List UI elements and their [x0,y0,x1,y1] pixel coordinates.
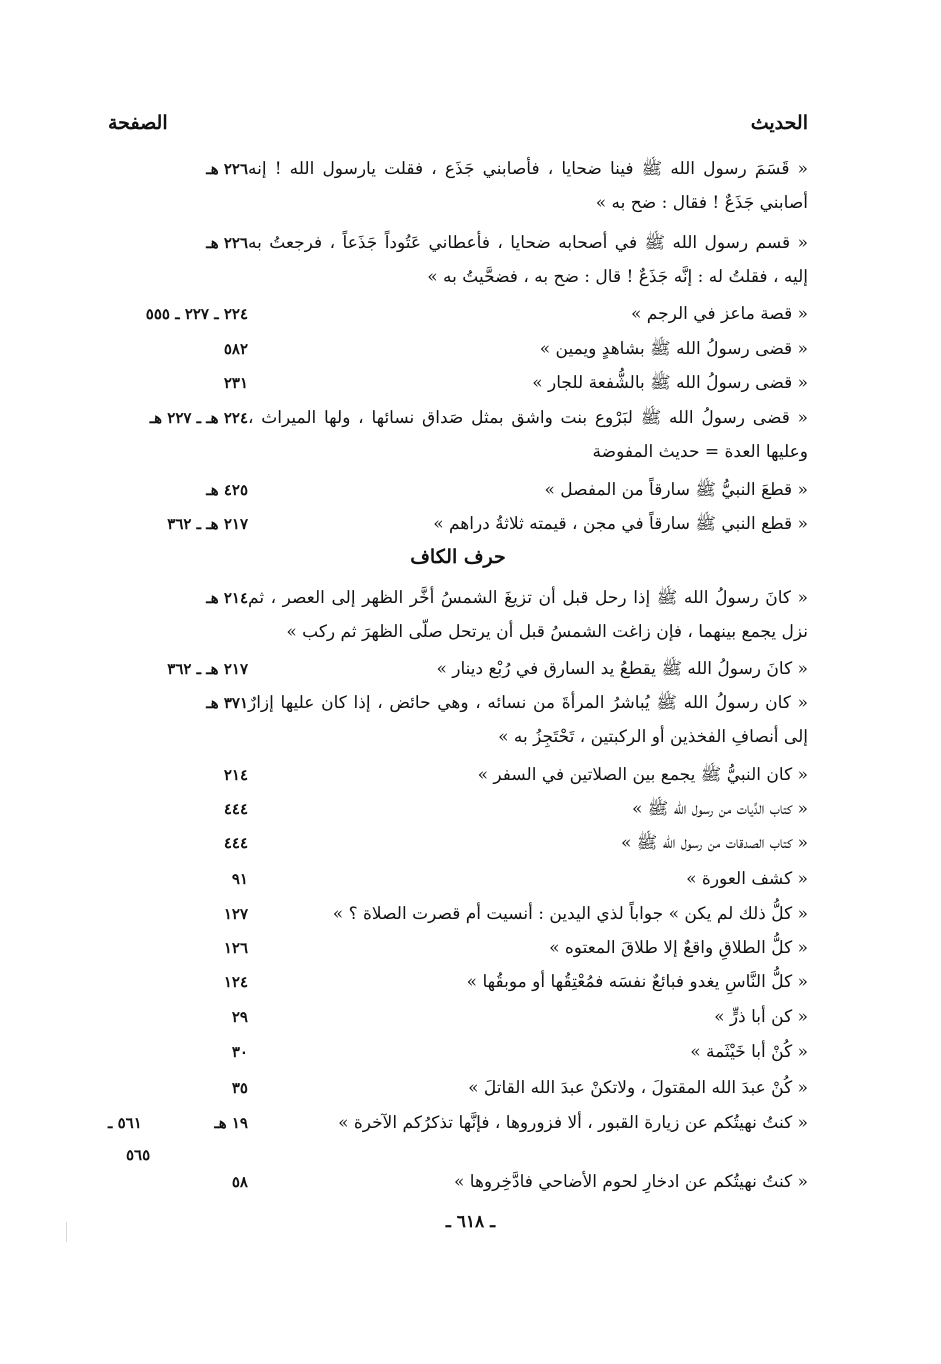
hadith-text: « قَسَمَ رسول الله ﷺ فينا ضحايا ، فأصابني جَذَع ، فقلت يارسول الله ! إنه أصابني جَذَعٌ ! فقال : ضح به » [248,159,808,213]
hadith-text: « كانَ رسولُ الله ﷺ يقطعُ يد السارق في رُبْع دينار » [436,659,808,679]
hadith-text: « كتاب الصدقات من رسول الله ﷺ » [621,833,808,853]
page-reference: ١٢٤ [223,973,248,991]
hadith-column-title: الحديث [750,112,808,134]
hadith-text: « كان رسولُ الله ﷺ يُباشرُ المرأةَ من نسائه ، وهي حائض ، إذا كان عليها إزارٌ إلى أنصافِ الفخذين أو الركبتين ، تَحْتَجِزُ به » [248,693,808,747]
page-reference: ١٩ هـ [214,1114,248,1132]
page-reference: ٤٤٤ [223,800,248,818]
page-reference: ٢٣١ [223,374,248,392]
page-reference: ٣٧١ هـ [206,694,248,712]
hadith-text: « كُنْ أبا خَيْثَمة » [690,1042,808,1062]
hadith-text: « قطع النبي ﷺ سارقاً في مجن ، قيمته ثلاثةُ دراهم » [433,514,808,534]
page-reference: ٤٢٥ هـ [206,481,248,499]
hadith-text: « قطعَ النبيُّ ﷺ سارقاً من المفصل » [544,480,808,500]
hadith-text: « كلُّ ذلك لم يكن » جواباً لذي اليدين : أنسيت أم قصرت الصلاة ؟ » [332,904,808,924]
page-column-title: الصفحة [108,112,168,134]
page-reference: ٤٤٤ [223,834,248,852]
hadith-text: « كان النبيُّ ﷺ يجمع بين الصلاتين في السفر » [477,765,808,785]
page-reference: ٢١٧ هـ ـ ٣٦٢ [167,515,248,533]
section-heading-kaf: حرف الكاف [410,546,506,568]
page-reference: ٥٦١ ـ [108,1114,142,1132]
page-reference: ٢٩ [231,1008,248,1026]
page-reference: ٥٨٢ [223,340,248,358]
hadith-text: « قضى رسولُ الله ﷺ لبَرْوع بنت واشق بمثل صَداق نسائها ، ولها الميراث ، وعليها العدة = حديث المفوضة [248,408,808,462]
page-reference: ٢١٤ [223,766,248,784]
scan-margin-line [66,1222,67,1242]
page-reference: ٢٢٦ هـ [206,234,248,252]
page-reference: ٣٠ [231,1043,248,1061]
page-reference: ٢٢٦ هـ [206,160,248,178]
page-reference: ٢١٤ هـ [206,589,248,607]
hadith-text: « كانَ رسولُ الله ﷺ إذا رحل قبل أن تزيغَ الشمسُ أخَّر الظهر إلى العصر ، ثم نزل يجمع بينهما ، فإن زاغت الشمسُ قبل أن يرتحل صلّى الظهرَ ثم ركب » [248,588,808,642]
hadith-text: « كن أبا ذرٍّ » [714,1007,808,1027]
hadith-text: « قضى رسولُ الله ﷺ بشاهدٍ ويمين » [539,339,808,359]
page-reference: ٢٢٤ هـ ـ ٢٢٧ هـ [149,409,248,427]
hadith-text: « كنتُ نهيتُكم عن ادخارِ لحوم الأضاحي فادَّخِروها » [453,1172,808,1192]
hadith-text: « كشف العورة » [686,869,808,889]
page-number: ـ ٦١٨ ـ [445,1212,496,1232]
page-reference: ٢١٧ هـ ـ ٣٦٢ [167,660,248,678]
hadith-text: « كلُّ الطلاقِ واقعٌ إلا طلاقَ المعتوه » [549,938,808,958]
page-reference: ٥٨ [231,1173,248,1191]
page-reference: ١٢٦ [223,939,248,957]
page-reference: ٢٢٤ ـ ٢٢٧ ـ ٥٥٥ [145,305,248,323]
page-reference: ٥٦٥ [126,1146,151,1164]
hadith-text: « قسم رسول الله ﷺ في أصحابه ضحايا ، فأعطاني عَتُوداً جَذَعاً ، فرجعتُ به إليه ، فقلتُ له : إنَّه جَذَعٌ ! قال : ضح به ، فضحَّيتُ به » [248,233,808,287]
hadith-text: « كُنْ عبدَ الله المقتولَ ، ولاتكنْ عبدَ الله القاتلَ » [468,1078,808,1098]
page-reference: ٣٥ [231,1079,248,1097]
column-header [108,112,808,144]
hadith-text: « كنتُ نهيتُكم عن زيارة القبور ، ألا فزوروها ، فإنَّها تذكرُكم الآخرة » [338,1113,808,1133]
page-reference: ٩١ [231,870,248,888]
hadith-text: « كلُّ النَّاسِ يغدو فبائعٌ نفسَه فمُعْتِقُها أو موبقُها » [466,972,808,992]
hadith-text: « قضى رسولُ الله ﷺ بالشُّفعة للجار » [532,373,808,393]
page-reference: ١٢٧ [223,905,248,923]
hadith-text: « كتاب الدِّيات من رسول الله ﷺ » [631,799,808,819]
hadith-text: « قصة ماعز في الرجم » [630,304,808,324]
